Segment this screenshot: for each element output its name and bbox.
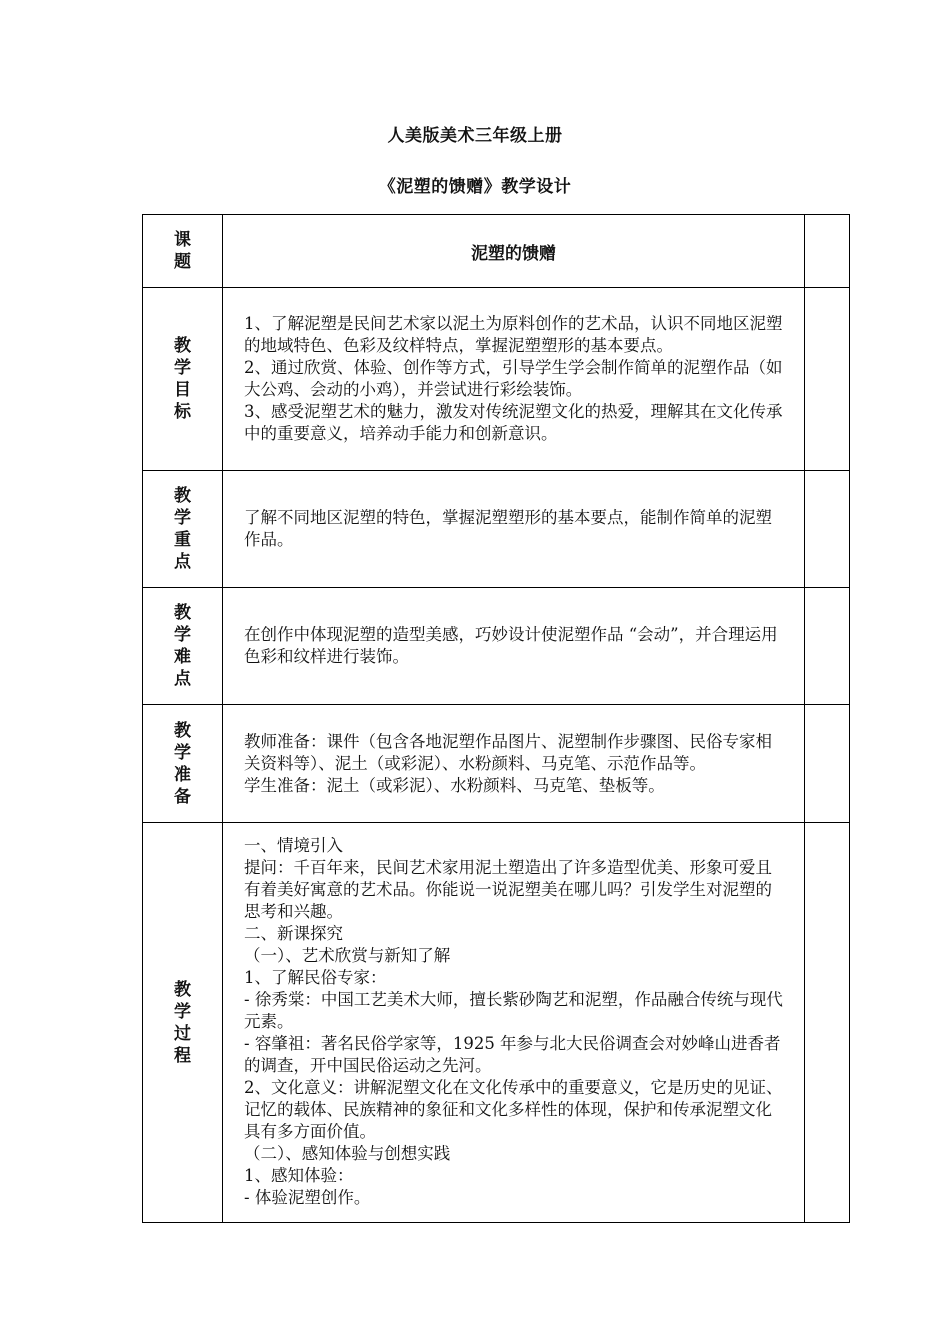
content-cell-preparation bbox=[223, 705, 805, 823]
label-cell-topic bbox=[143, 215, 223, 288]
objectives-content bbox=[223, 309, 804, 449]
topic-value: 泥塑的馈赠 bbox=[471, 243, 556, 264]
objective-item: 2、通过欣赏、体验、创作等方式，引导学生学会制作简单的泥塑作品（如大公鸡、会动的小鸡），并尝试进行彩绘装饰。 bbox=[244, 358, 783, 399]
label-char: 学 bbox=[174, 742, 191, 763]
difficulty-text: 在创作中体现泥塑的造型美感，巧妙设计使泥塑作品 “会动”，并合理运用色彩和纹样进行装饰。 bbox=[244, 625, 778, 666]
label-preparation bbox=[143, 720, 222, 808]
label-char: 学 bbox=[174, 508, 191, 528]
label-char: 教 bbox=[174, 979, 191, 1000]
key-point-text: 了解不同地区泥塑的特色，掌握泥塑塑形的基本要点，能制作简单的泥塑作品。 bbox=[244, 508, 772, 549]
label-char: 重 bbox=[174, 530, 191, 550]
label-char: 准 bbox=[174, 764, 191, 785]
process-line: 1、感知体验： bbox=[244, 1166, 354, 1185]
label-char: 教 bbox=[174, 720, 191, 741]
process-line: - 徐秀棠：中国工艺美术大师，擅长紫砂陶艺和泥塑，作品融合传统与现代元素。 bbox=[244, 990, 783, 1031]
label-cell-difficulties bbox=[143, 588, 223, 705]
label-difficulties bbox=[143, 602, 222, 690]
label-char: 教 bbox=[174, 486, 191, 506]
lesson-plan-table bbox=[142, 214, 850, 1223]
student-preparation: 学生准备：泥土（或彩泥）、水粉颜料、马克笔、垫板等。 bbox=[244, 775, 665, 795]
label-process bbox=[143, 979, 222, 1067]
process-line: （一）、艺术欣赏与新知了解 bbox=[244, 946, 451, 965]
label-cell-preparation bbox=[143, 705, 223, 823]
objective-item: 3、感受泥塑艺术的魅力，激发对传统泥塑文化的热爱，理解其在文化传承中的重要意义，培养动手能力和创新意识。 bbox=[244, 402, 783, 443]
label-char: 学 bbox=[174, 1001, 191, 1022]
label-char: 教 bbox=[174, 336, 191, 356]
content-cell-process bbox=[223, 823, 805, 1223]
process-line: 1、了解民俗专家： bbox=[244, 968, 387, 987]
extra-cell bbox=[805, 823, 850, 1223]
difficulties-content bbox=[223, 620, 804, 672]
label-objectives bbox=[143, 335, 222, 423]
process-line: 2、文化意义：讲解泥塑文化在文化传承中的重要意义，它是历史的见证、记忆的载体、民族精神的象征和文化多样性的体现，保护和传承泥塑文化具有多方面价值。 bbox=[244, 1078, 783, 1141]
process-line: 二、新课探究 bbox=[244, 924, 343, 943]
document-title-line-2: 《泥塑的馈赠》教学设计 bbox=[378, 177, 572, 197]
label-char: 程 bbox=[174, 1045, 191, 1066]
objective-item: 1、了解泥塑是民间艺术家以泥土为原料创作的艺术品，认识不同地区泥塑的地域特色、色彩及纹样特点，掌握泥塑塑形的基本要点。 bbox=[244, 314, 783, 355]
extra-cell bbox=[805, 588, 850, 705]
row-process bbox=[143, 823, 850, 1223]
label-char: 标 bbox=[174, 402, 191, 422]
preparation-content bbox=[223, 727, 804, 801]
extra-cell bbox=[805, 471, 850, 588]
label-char: 课 bbox=[174, 230, 191, 250]
row-topic bbox=[143, 215, 850, 288]
content-cell-objectives bbox=[223, 288, 805, 471]
label-char: 学 bbox=[174, 358, 191, 378]
label-char: 点 bbox=[174, 669, 191, 689]
content-cell-key-points bbox=[223, 471, 805, 588]
label-char: 点 bbox=[174, 552, 191, 572]
label-char: 备 bbox=[174, 786, 191, 807]
label-cell-process bbox=[143, 823, 223, 1223]
label-topic bbox=[143, 229, 222, 273]
row-preparation bbox=[143, 705, 850, 823]
label-char: 过 bbox=[174, 1023, 191, 1044]
label-cell-key-points bbox=[143, 471, 223, 588]
label-char: 目 bbox=[174, 380, 191, 400]
process-content bbox=[223, 823, 804, 1213]
document-title-line-1: 人美版美术三年级上册 bbox=[387, 126, 563, 146]
row-key-points bbox=[143, 471, 850, 588]
row-difficulties bbox=[143, 588, 850, 705]
label-char: 教 bbox=[174, 603, 191, 623]
row-objectives bbox=[143, 288, 850, 471]
label-char: 题 bbox=[174, 252, 191, 272]
value-cell-topic bbox=[223, 215, 805, 288]
teacher-preparation: 教师准备：课件（包含各地泥塑作品图片、泥塑制作步骤图、民俗专家相关资料等）、泥土（或彩泥）、水粉颜料、马克笔、示范作品等。 bbox=[244, 731, 772, 773]
process-line: - 体验泥塑创作。 bbox=[244, 1188, 371, 1207]
label-char: 难 bbox=[174, 647, 191, 667]
process-line: 提问：千百年来，民间艺术家用泥土塑造出了许多造型优美、形象可爱且有着美好寓意的艺术品。你能说一说泥塑美在哪儿吗？引发学生对泥塑的思考和兴趣。 bbox=[244, 858, 772, 921]
extra-cell bbox=[805, 215, 850, 288]
label-char: 学 bbox=[174, 625, 191, 645]
content-cell-difficulties bbox=[223, 588, 805, 705]
process-line: 一、情境引入 bbox=[244, 836, 343, 855]
extra-cell bbox=[805, 705, 850, 823]
key-points-content bbox=[223, 503, 804, 555]
label-cell-objectives bbox=[143, 288, 223, 471]
extra-cell bbox=[805, 288, 850, 471]
label-key-points bbox=[143, 485, 222, 573]
process-line: - 容肇祖：著名民俗学家等，1925 年参与北大民俗调查会对妙峰山进香者的调查，开中国民俗运动之先河。 bbox=[244, 1034, 781, 1075]
process-line: （二）、感知体验与创想实践 bbox=[244, 1144, 451, 1163]
